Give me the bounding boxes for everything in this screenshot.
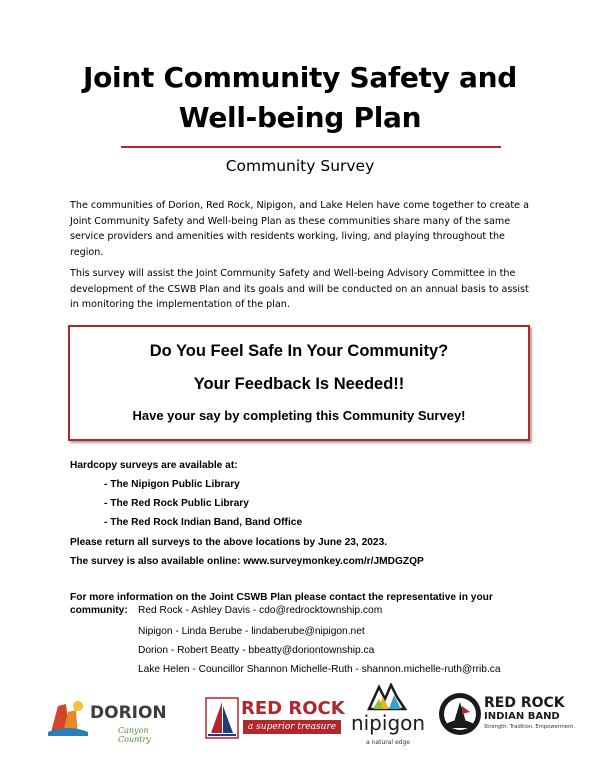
contact-lake-helen: Lake Helen - Councillor Shannon Michelle-Ruth - shannon.michelle-ruth@rrib.ca [138,664,501,675]
redrock-logo-tagline: a superior treasure [243,720,341,734]
survey-callout-box [68,325,530,441]
nipigon-logo-tagline: a natural edge [366,739,410,746]
online-survey-link: The survey is also available online: www.surveymonkey.com/r/JMDGZQP [70,556,424,567]
callout-call-to-action: Have your say by completing this Community Survey! [132,408,466,423]
dorion-logo-tagline: Canyon Country [118,726,151,744]
contact-label: community: [70,605,128,616]
intro-paragraph-2: This survey will assist the Joint Community Safety and Well-being Advisory Committee in the development of the CSWB Plan and its goals and will be conducted on an annual basis to assist in monitoring the implementation of the plan. [70,268,529,310]
location-item: - The Red Rock Indian Band, Band Office [104,517,303,528]
rrib-logo-name-2: INDIAN BAND [484,711,560,722]
contact-dorion: Dorion - Robert Beatty - bbeatty@doriontownship.ca [138,645,375,656]
location-item: - The Nipigon Public Library [104,479,240,490]
intro-paragraph-1: The communities of Dorion, Red Rock, Nipigon, and Lake Helen have come together to create a Joint Community Safety and Well-being Plan as these communities share many of the same service providers and amenities with residents working, living, and playing throughout the region. [70,200,529,258]
dorion-mark-icon [48,698,88,738]
contact-intro: For more information on the Joint CSWB Plan please contact the representative in your [70,592,493,603]
rrib-emblem-icon [438,692,482,736]
callout-question: Do You Feel Safe In Your Community? [149,342,449,360]
location-item: - The Red Rock Public Library [104,498,249,509]
nipigon-logo-name: nipigon [350,711,426,735]
hardcopy-heading: Hardcopy surveys are available at: [70,460,238,471]
title-line-1: Joint Community Safety and [83,61,517,94]
rrib-logo-tagline: Strength. Tradition. Empowerment. [484,724,575,730]
page-title [0,58,600,138]
callout-feedback: Your Feedback Is Needed!! [193,375,405,393]
contact-red-rock: Red Rock - Ashley Davis - cdo@redrocktownship.com [138,605,383,616]
nipigon-logo [348,683,428,749]
rrib-logo [438,690,575,744]
title-divider [121,146,501,148]
dorion-logo-name: DORION [90,703,167,723]
redrock-sail-icon [205,697,239,739]
page-subtitle: Community Survey [225,157,375,175]
rrib-logo-name-1: RED ROCK [484,695,565,711]
return-deadline: Please return all surveys to the above locations by June 23, 2023. [70,537,388,548]
redrock-logo [205,693,345,743]
nipigon-mountain-icon [367,683,407,711]
redrock-logo-name: RED ROCK [241,698,345,719]
dorion-logo [48,695,178,745]
title-line-2: Well-being Plan [178,101,422,134]
contact-nipigon: Nipigon - Linda Berube - lindaberube@nipigon.net [138,626,365,637]
